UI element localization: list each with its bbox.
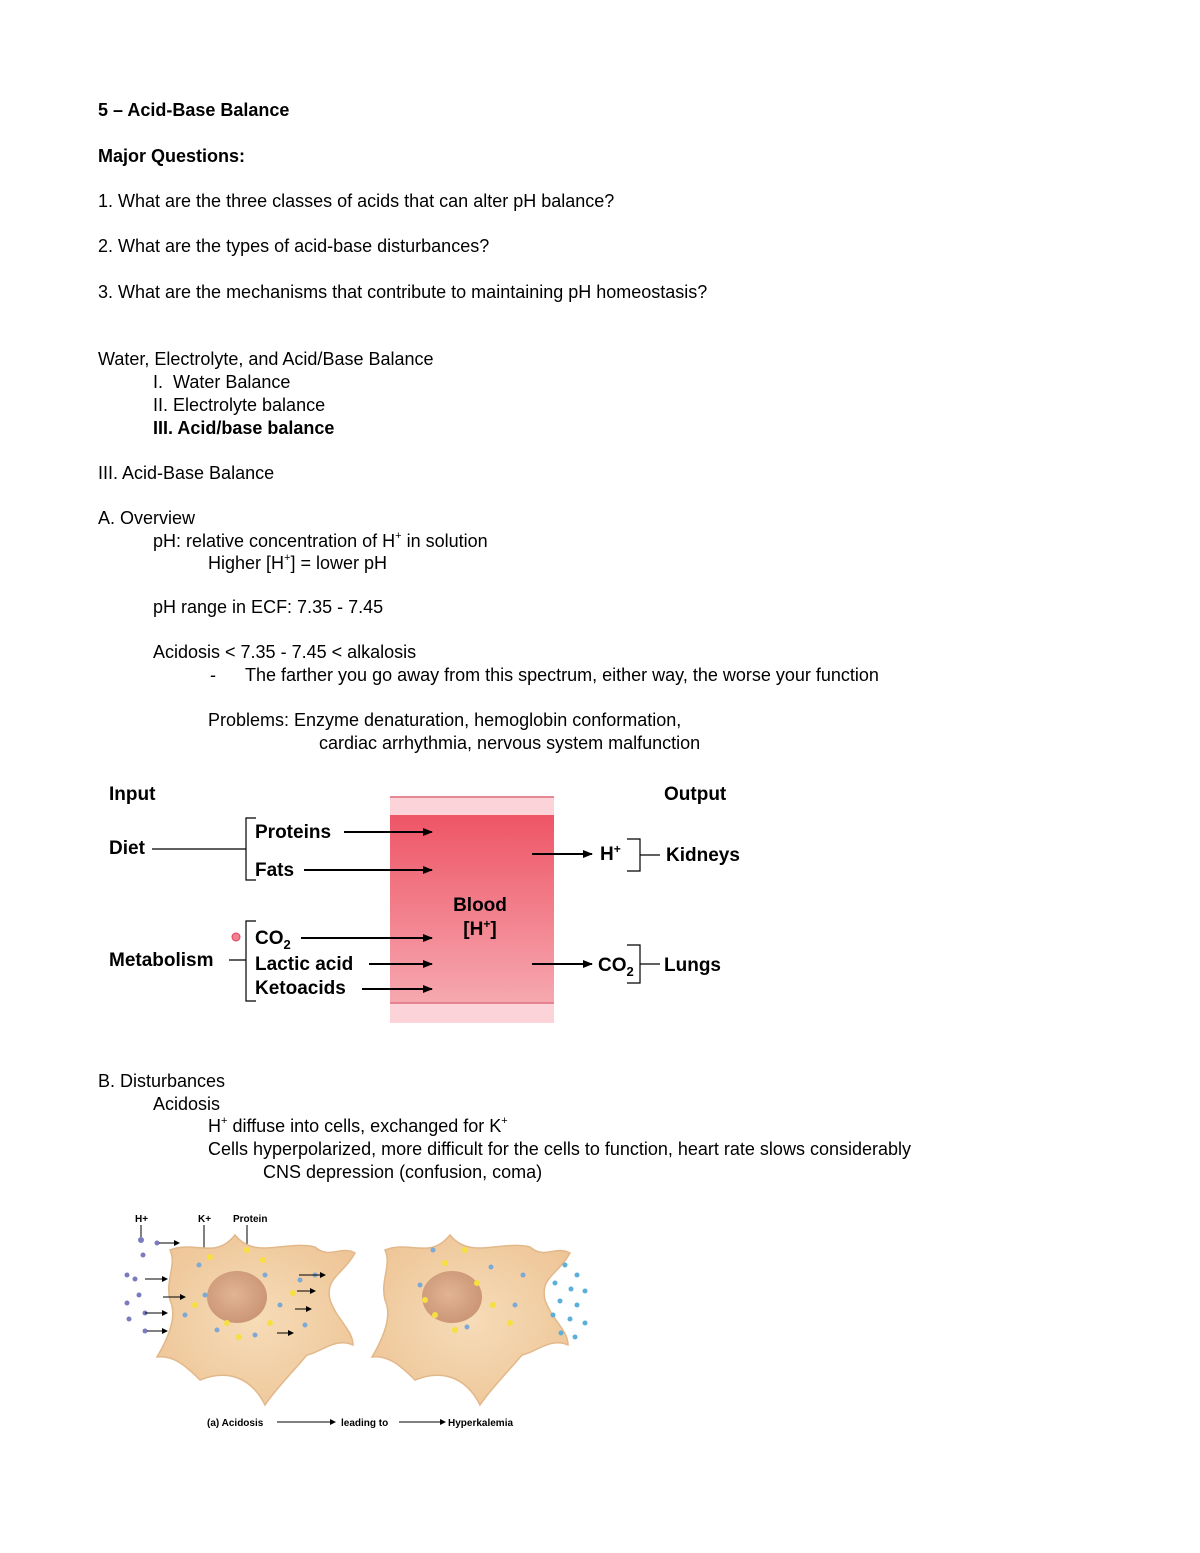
nucleus-right (422, 1271, 482, 1323)
fats-label: Fats (255, 860, 295, 881)
document-title: 5 – Acid-Base Balance (98, 100, 290, 120)
k-ion-label: K+ (198, 1214, 212, 1225)
protein-label: Protein (233, 1214, 268, 1225)
disturbances-heading: B. Disturbances (98, 1071, 226, 1091)
outline-item-acid-base: III. Acid/base balance (153, 418, 335, 438)
co2-output-label: $CO_2$ (598, 955, 634, 979)
ph-definition: pH: relative concentration of H+ in solution (153, 530, 488, 551)
caption-hyperkalemia: Hyperkalemia (448, 1418, 514, 1429)
marker-dot (232, 933, 240, 941)
caption-leading-to: leading to (341, 1418, 389, 1429)
problems-line-1: Problems: Enzyme denaturation, hemoglobin conformation, (208, 710, 682, 730)
kidneys-label: Kidneys (666, 845, 740, 866)
problems-line-2: cardiac arrhythmia, nervous system malfunction (319, 733, 701, 753)
proteins-label: Proteins (255, 822, 332, 843)
outline-item-electrolyte: II. Electrolyte balance (153, 395, 326, 415)
metabolism-label: Metabolism (109, 950, 214, 971)
blood-h-label: [H+] (463, 917, 497, 940)
bullet-dash: - (210, 665, 216, 685)
h-output-label: H+ (600, 842, 621, 865)
h-diffuse-line: H+ diffuse into cells, exchanged for K+ (208, 1115, 508, 1136)
h-ions (125, 1237, 160, 1334)
outline-heading: Water, Electrolyte, and Acid/Base Balance (98, 349, 434, 369)
caption-acidosis: (a) Acidosis (207, 1418, 264, 1429)
cns-depression-line: CNS depression (confusion, coma) (263, 1162, 543, 1182)
question-3: 3. What are the mechanisms that contribute to maintaining pH homeostasis? (98, 282, 708, 302)
question-1: 1. What are the three classes of acids that can alter pH balance? (98, 191, 615, 211)
acid-base-input-output-diagram (100, 775, 780, 1035)
input-label: Input (109, 784, 156, 805)
diet-label: Diet (109, 838, 145, 859)
nucleus-left (207, 1271, 267, 1323)
h-ion-label: H+ (135, 1214, 149, 1225)
acidosis-hyperkalemia-illustration (115, 1205, 605, 1440)
acidosis-heading: Acidosis (153, 1094, 221, 1114)
cell-right (372, 1235, 570, 1405)
output-label: Output (664, 784, 727, 805)
section-heading: III. Acid-Base Balance (98, 463, 275, 483)
lactic-acid-label: Lactic acid (255, 954, 354, 975)
higher-h-lower-ph: Higher [H+] = lower pH (208, 552, 388, 573)
acidosis-alkalosis: Acidosis < 7.35 - 7.45 < alkalosis (153, 642, 417, 662)
ph-range: pH range in ECF: 7.35 - 7.45 (153, 597, 384, 617)
blood-label: Blood (453, 895, 507, 916)
bullet-text: The farther you go away from this spectrum, either way, the worse your function (245, 665, 879, 685)
lungs-label: Lungs (664, 955, 721, 976)
cell-left (157, 1235, 355, 1405)
question-2: 2. What are the types of acid-base disturbances? (98, 236, 490, 256)
overview-heading: A. Overview (98, 508, 196, 528)
outline-item-water: I. Water Balance (153, 372, 291, 392)
major-questions-heading: Major Questions: (98, 146, 246, 166)
hyperpolarized-line: Cells hyperpolarized, more difficult for the cells to function, heart rate slows considerably (208, 1139, 912, 1159)
co2-input-label: $CO_2$ (255, 928, 291, 952)
ketoacids-label: Ketoacids (255, 978, 346, 999)
